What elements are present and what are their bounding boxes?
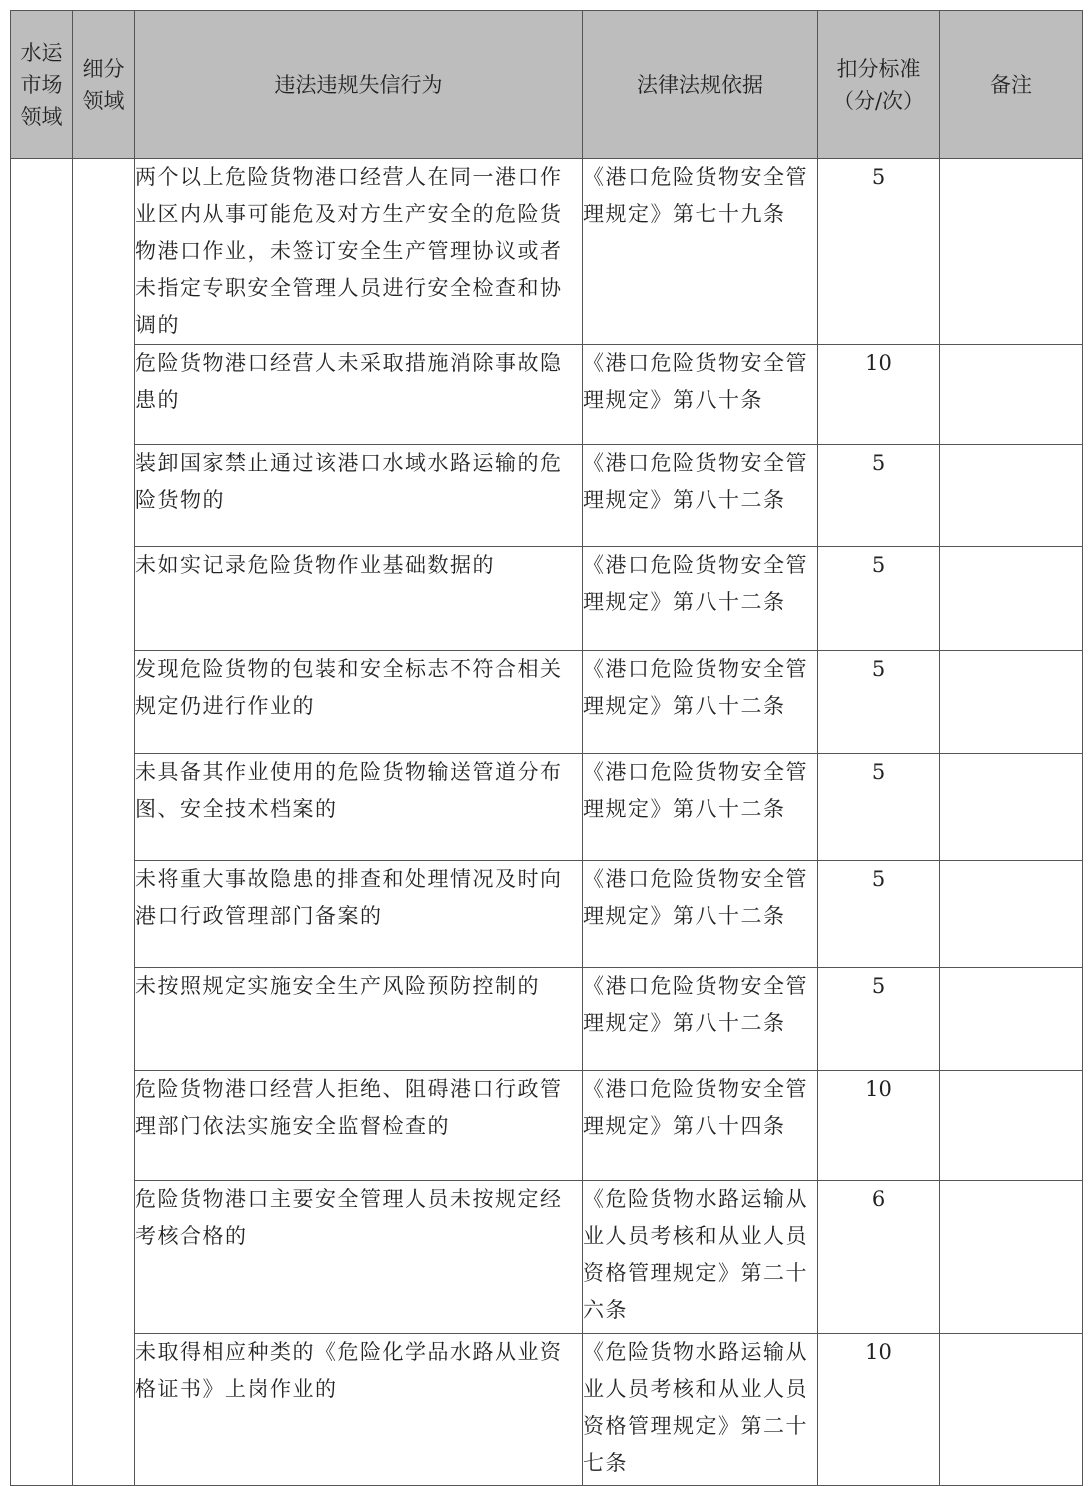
behavior-cell: 未如实记录危险货物作业基础数据的 (135, 547, 583, 651)
remarks-cell (940, 547, 1083, 651)
points-cell: 5 (818, 651, 940, 754)
remarks-cell (940, 651, 1083, 754)
table-row (11, 754, 1083, 861)
behavior-cell: 两个以上危险货物港口经营人在同一港口作业区内从事可能危及对方生产安全的危险货物港口作业，未签订安全生产管理协议或者未指定专职安全管理人员进行安全检查和协调的 (135, 159, 583, 345)
remarks-cell (940, 1071, 1083, 1181)
basis-cell: 《港口危险货物安全管理规定》第七十九条 (583, 159, 818, 345)
behavior-cell: 危险货物港口主要安全管理人员未按规定经考核合格的 (135, 1181, 583, 1334)
table-row (11, 445, 1083, 547)
points-cell: 6 (818, 1181, 940, 1334)
table-row (11, 547, 1083, 651)
basis-cell: 《危险货物水路运输从业人员考核和从业人员资格管理规定》第二十六条 (583, 1181, 818, 1334)
subdomain-cell (73, 159, 135, 1486)
header-points: 扣分标准（分/次） (818, 11, 940, 159)
points-cell: 5 (818, 159, 940, 345)
domain-cell (11, 159, 73, 1486)
basis-cell: 《危险货物水路运输从业人员考核和从业人员资格管理规定》第二十七条 (583, 1334, 818, 1486)
header-domain: 水运市场领域 (11, 11, 73, 159)
header-behavior: 违法违规失信行为 (135, 11, 583, 159)
remarks-cell (940, 968, 1083, 1071)
regulation-table (10, 10, 1083, 1486)
behavior-cell: 装卸国家禁止通过该港口水域水路运输的危险货物的 (135, 445, 583, 547)
remarks-cell (940, 159, 1083, 345)
points-cell: 10 (818, 1334, 940, 1486)
points-cell: 5 (818, 861, 940, 968)
points-cell: 10 (818, 1071, 940, 1181)
table-row (11, 1181, 1083, 1334)
behavior-cell: 未取得相应种类的《危险化学品水路从业资格证书》上岗作业的 (135, 1334, 583, 1486)
remarks-cell (940, 1181, 1083, 1334)
table-row (11, 159, 1083, 345)
remarks-cell (940, 754, 1083, 861)
basis-cell: 《港口危险货物安全管理规定》第八十二条 (583, 754, 818, 861)
remarks-cell (940, 1334, 1083, 1486)
behavior-cell: 危险货物港口经营人拒绝、阻碍港口行政管理部门依法实施安全监督检查的 (135, 1071, 583, 1181)
points-cell: 5 (818, 968, 940, 1071)
remarks-cell (940, 861, 1083, 968)
basis-cell: 《港口危险货物安全管理规定》第八十二条 (583, 861, 818, 968)
table-row (11, 651, 1083, 754)
basis-cell: 《港口危险货物安全管理规定》第八十二条 (583, 968, 818, 1071)
header-row (11, 11, 1083, 159)
behavior-cell: 发现危险货物的包装和安全标志不符合相关规定仍进行作业的 (135, 651, 583, 754)
basis-cell: 《港口危险货物安全管理规定》第八十二条 (583, 547, 818, 651)
table-row (11, 968, 1083, 1071)
behavior-cell: 未将重大事故隐患的排查和处理情况及时向港口行政管理部门备案的 (135, 861, 583, 968)
remarks-cell (940, 345, 1083, 445)
basis-cell: 《港口危险货物安全管理规定》第八十四条 (583, 1071, 818, 1181)
remarks-cell (940, 445, 1083, 547)
behavior-cell: 危险货物港口经营人未采取措施消除事故隐患的 (135, 345, 583, 445)
points-cell: 5 (818, 754, 940, 861)
table-row (11, 861, 1083, 968)
table-row (11, 1071, 1083, 1181)
table-row (11, 345, 1083, 445)
points-cell: 5 (818, 445, 940, 547)
points-cell: 10 (818, 345, 940, 445)
header-subdomain: 细分领域 (73, 11, 135, 159)
table-row (11, 1334, 1083, 1486)
points-cell: 5 (818, 547, 940, 651)
basis-cell: 《港口危险货物安全管理规定》第八十条 (583, 345, 818, 445)
header-basis: 法律法规依据 (583, 11, 818, 159)
basis-cell: 《港口危险货物安全管理规定》第八十二条 (583, 445, 818, 547)
header-remarks: 备注 (940, 11, 1083, 159)
behavior-cell: 未具备其作业使用的危险货物输送管道分布图、安全技术档案的 (135, 754, 583, 861)
basis-cell: 《港口危险货物安全管理规定》第八十二条 (583, 651, 818, 754)
behavior-cell: 未按照规定实施安全生产风险预防控制的 (135, 968, 583, 1071)
